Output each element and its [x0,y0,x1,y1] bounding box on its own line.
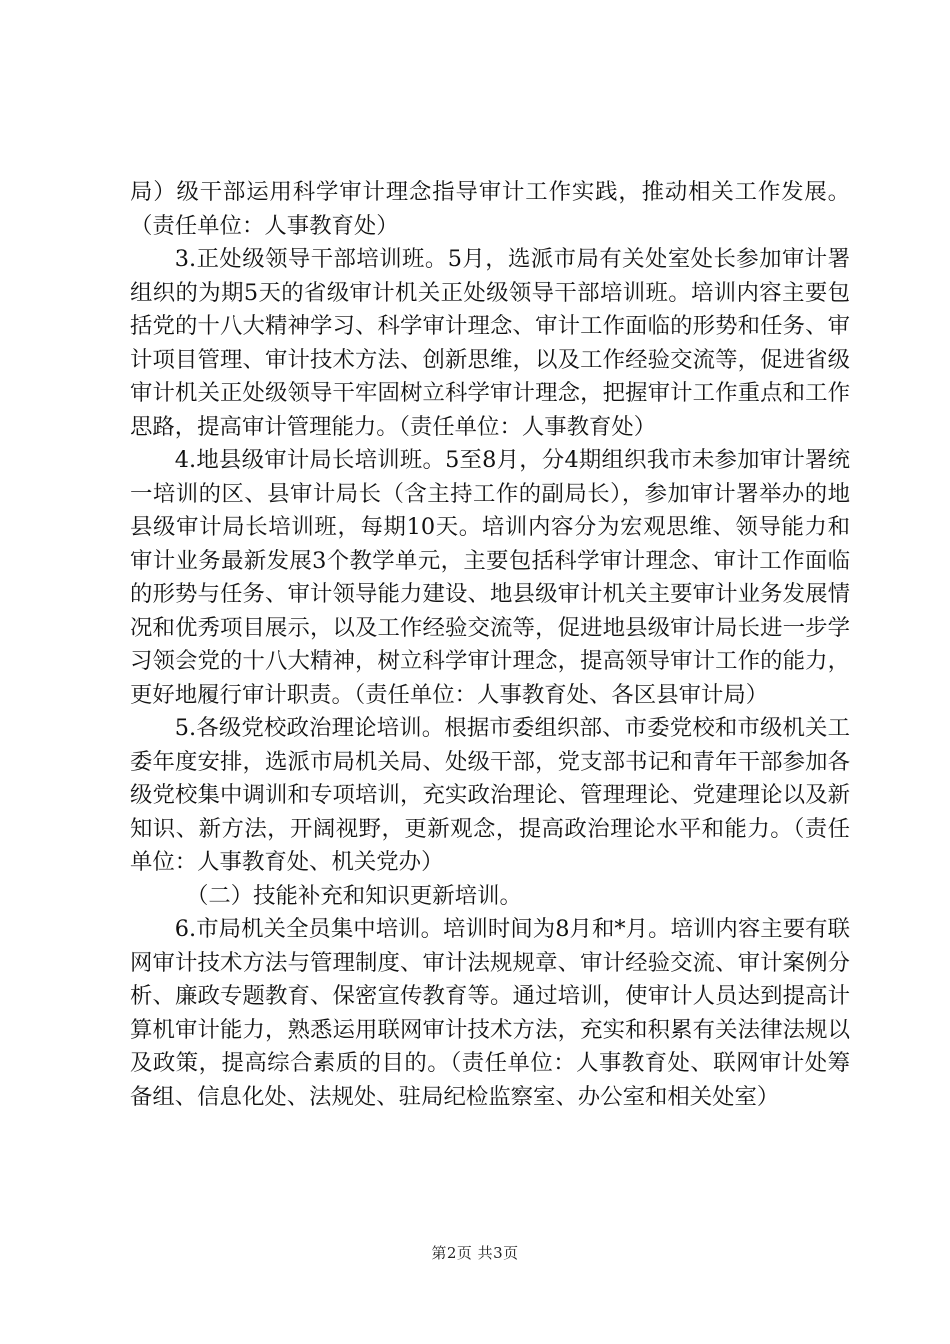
paragraph-item-5: 5.各级党校政治理论培训。根据市委组织部、市委党校和市级机关工委年度安排，选派市局机关局、处级干部，党支部书记和青年干部参加各级党校集中调训和专项培训，充实政治理论、管理理论、党建理论以及新知识、新方法，开阔视野，更新观念，提高政治理论水平和能力。（责任单位：人事教育处、机关党办） [130,715,850,875]
paragraph-item-3: 3.正处级领导干部培训班。5月，选派市局有关处室处长参加审计署组织的为期5天的省级审计机关正处级领导干部培训班。培训内容主要包括党的十八大精神学习、科学审计理念、审计工作面临的形势和任务、审计项目管理、审计技术方法、创新思维，以及工作经验交流等，促进省级审计机关正处级领导干牢固树立科学审计理念，把握审计工作重点和工作思路，提高审计管理能力。（责任单位：人事教育处） [130,246,850,440]
paragraph-item-6: 6.市局机关全员集中培训。培训时间为8月和*月。培训内容主要有联网审计技术方法与管理制度、审计法规规章、审计经验交流、审计案例分析、廉政专题教育、保密宣传教育等。通过培训，使审计人员达到提高计算机审计能力，熟悉运用联网审计技术方法，充实和积累有关法律法规以及政策，提高综合素质的目的。（责任单位：人事教育处、联网审计处筹备组、信息化处、法规处、驻局纪检监察室、办公室和相关处室） [130,916,850,1110]
paragraph-continuation: 局）级干部运用科学审计理念指导审计工作实践，推动相关工作发展。（责任单位：人事教育处） [130,179,850,239]
document-body [130,176,850,1114]
page-number-footer: 第2页 共3页 [431,1244,519,1262]
section-heading-2: （二）技能补充和知识更新培训。 [186,882,522,909]
paragraph-item-4: 4.地县级审计局长培训班。5至8月，分4期组织我市未参加审计署统一培训的区、县审计局长（含主持工作的副局长），参加审计署举办的地县级审计局长培训班，每期10天。培训内容分为宏观思维、领导能力和审计业务最新发展3个教学单元，主要包括科学审计理念、审计工作面临的形势与任务、审计领导能力建设、地县级审计机关主要审计业务发展情况和优秀项目展示，以及工作经验交流等，促进地县级审计局长进一步学习领会党的十八大精神，树立科学审计理念，提高领导审计工作的能力，更好地履行审计职责。（责任单位：人事教育处、各区县审计局） [130,447,850,708]
